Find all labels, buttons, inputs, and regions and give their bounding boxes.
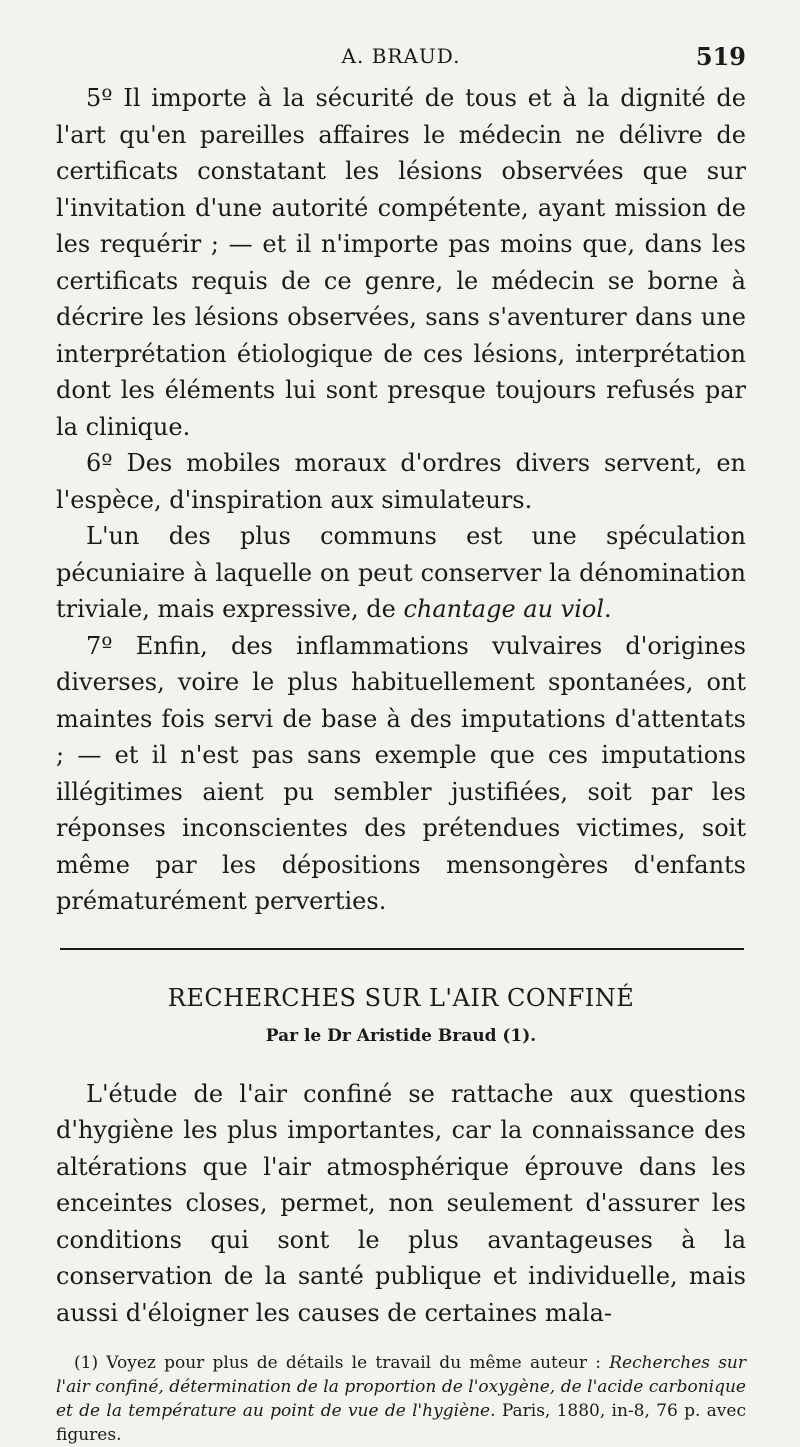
- paragraph-text-end: .: [604, 595, 612, 623]
- italic-term: chantage au viol: [403, 595, 605, 623]
- running-head: [56, 40, 746, 80]
- paragraph-7: 7º Enfin, des inflammations vulvaires d'origines diverses, voire le plus habituellement spontanées, ont maintes fois servi de base à des imputations d'attentats ; — et il n'est pas sans exemple que ces imputations illégitimes aient pu sembler justifiées, soit par les réponses inconscientes des prétendues victimes, soit même par les dépositions mensongères d'enfants prématurément perverties.: [56, 631, 746, 915]
- footnote-title: Recherches sur l'air confiné, détermination de la proportion de l'oxygène, de l'acide carbonique et de la température au point de vue de l'hygiène.: [56, 1353, 747, 1421]
- footnote-text-end: Paris, 1880, in-8, 76 p. avec figures.: [56, 1401, 746, 1445]
- paragraph-6: 6º Des mobiles moraux d'ordres divers servent, en l'espèce, d'inspiration aux simulateurs.: [56, 449, 746, 514]
- paragraph-chantage: [56, 518, 746, 628]
- paragraph-5: 5º Il importe à la sécurité de tous et à la dignité de l'art qu'en pareilles affaires le médecin ne délivre de certificats constatant les lésions observées que sur l'invitation d'une autorité compétente, ayant mission de les requérir ; — et il n'importe pas moins que, dans les certificats requis de ce genre, le médecin se borne à décrire les lésions observées, sans s'aventurer dans une interprétation étiologique de ces lésions, interprétation dont les éléments lui sont presque toujours refusés par la clinique.: [56, 84, 746, 441]
- author-byline: Par le Dr Aristide Braud (1).: [265, 1025, 537, 1046]
- section-title: RECHERCHES SUR L'AIR CONFINÉ: [167, 983, 635, 1012]
- section-divider: [60, 948, 744, 950]
- running-title: A. BRAUD.: [341, 44, 461, 68]
- book-page: [56, 40, 746, 1447]
- page-number: 519: [695, 42, 746, 71]
- paragraph-text: L'un des plus communs est une spéculation pécuniaire à laquelle on peut conserver la dénomination triviale, mais expressive, de: [56, 522, 746, 623]
- footnote-text: (1) Voyez pour plus de détails le travail du même auteur :: [74, 1353, 610, 1373]
- section-body: L'étude de l'air confiné se rattache aux questions d'hygiène les plus importantes, car la connaissance des altérations que l'air atmosphérique éprouve dans les enceintes closes, permet, non seulement d'assurer les conditions qui sont le plus avantageuses à la conservation de la santé publique et individuelle, mais aussi d'éloigner les causes de certaines mala-: [56, 1079, 746, 1327]
- footnote: [56, 1351, 746, 1447]
